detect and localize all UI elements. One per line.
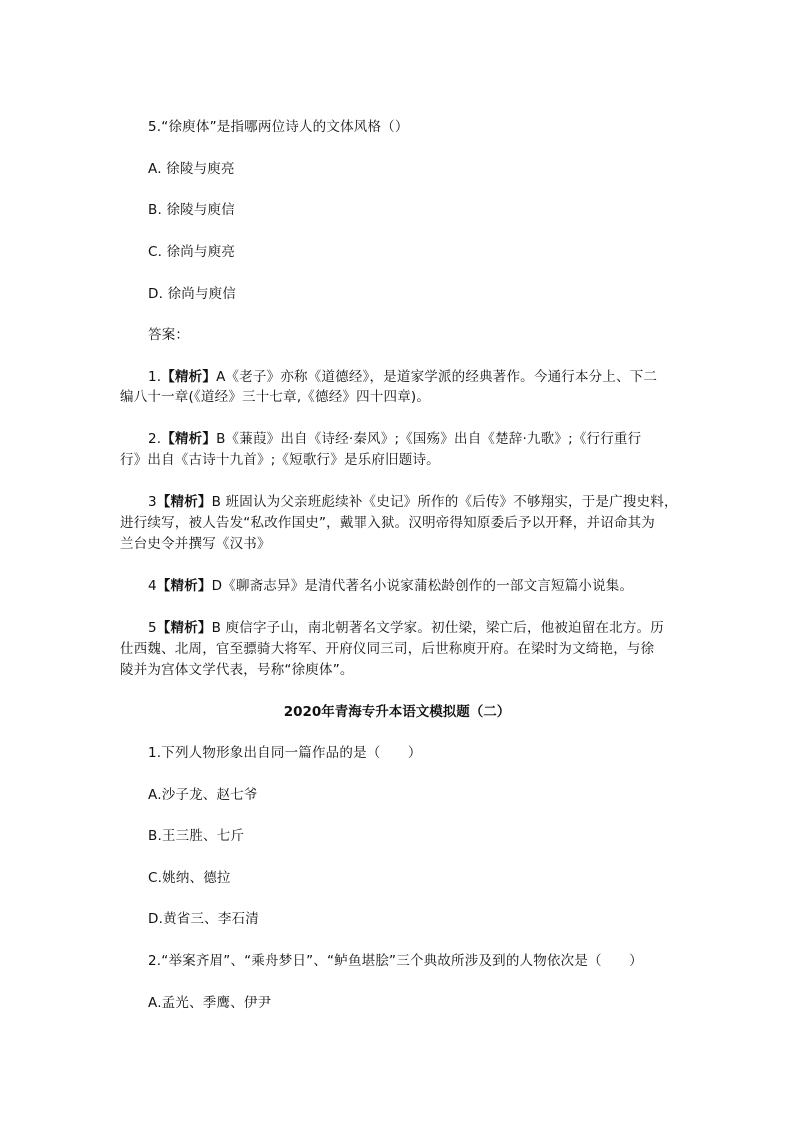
next-question-2-stem: 2.“举案齐眉”、“乘舟梦日”、“鲈鱼堪脍”三个典故所涉及到的人物依次是（ ） [148, 953, 643, 969]
answer-3-text: B 班固认为父亲班彪续补《史记》所作的《后传》不够翔实，于是广搜史料， [211, 494, 678, 510]
answer-1-text: A《老子》亦称《道德经》，是道家学派的经典著作。今通行本分上、下二 [216, 369, 658, 385]
next-question-1-option-c: C.姚纳、德拉 [148, 870, 231, 886]
answer-5-line-3: 陵并为宫体文学代表，号称“徐庾体”。 [120, 662, 354, 678]
section-title: 2020年青海专升本语文模拟题（二） [283, 704, 511, 720]
answer-4-text: D《聊斋志异》是清代著名小说家蒲松龄创作的一部文言短篇小说集。 [211, 578, 634, 594]
next-question-1-stem: 1.下列人物形象出自同一篇作品的是（ ） [148, 745, 422, 761]
next-question-2-option-a: A.孟光、季鹰、伊尹 [148, 995, 272, 1011]
question-5-option-c: C. 徐尚与庾亮 [148, 244, 236, 260]
question-5-option-a: A. 徐陵与庾亮 [148, 161, 235, 177]
answer-3-line-2: 进行续写，被人告发“私改作国史”，戴罪入狱。汉明帝得知原委后予以开释，并诏命其为 [120, 515, 655, 531]
question-5-stem: 5.“徐庾体”是指哪两位诗人的文体风格（） [148, 119, 409, 135]
answer-5-text: B 庾信字子山，南北朝著名文学家。初仕梁，梁亡后，他被迫留在北方。历 [211, 620, 664, 636]
answer-1-line-2: 编八十一章(《道经》三十七章,《德经》四十四章)。 [120, 389, 431, 405]
answer-3-tag: 【精析】 [156, 494, 212, 510]
next-question-1-option-b: B.王三胜、七斤 [148, 828, 245, 844]
answer-label: 答案： [148, 327, 190, 343]
answer-1-number: 1. [148, 369, 162, 385]
answer-2-line-1 [148, 430, 641, 448]
answer-5-tag: 【精析】 [156, 620, 212, 636]
answer-2-line-2: 行》出自《古诗十九首》;《短歌行》是乐府旧题诗。 [120, 452, 440, 468]
answer-2-number: 2. [148, 431, 162, 447]
answer-1-tag: 【精析】 [161, 369, 217, 385]
question-5-option-d: D. 徐尚与庾信 [148, 286, 237, 302]
answer-1-line-1 [148, 368, 657, 386]
next-question-1-option-d: D.黄省三、李石清 [148, 911, 259, 927]
answer-3-line-1 [148, 493, 678, 511]
answer-5-line-1 [148, 619, 664, 637]
answer-4-line-1 [148, 577, 633, 595]
answer-5-line-2: 仕西魏、北周，官至骠骑大将军、开府仪同三司，后世称庾开府。在梁时为文绮艳，与徐 [120, 641, 655, 657]
answer-2-text: B《蒹葭》出自《诗经·秦风》;《国殇》出自《楚辞·九歌》;《行行重行 [216, 431, 642, 447]
next-question-1-option-a: A.沙子龙、赵七爷 [148, 787, 258, 803]
answer-3-number: 3 [148, 494, 157, 510]
question-5-option-b: B. 徐陵与庾信 [148, 202, 235, 218]
answer-4-tag: 【精析】 [156, 578, 212, 594]
answer-2-tag: 【精析】 [161, 431, 217, 447]
answer-3-line-3: 兰台史令并撰写《汉书》 [120, 536, 271, 552]
answer-4-number: 4 [148, 578, 157, 594]
answer-5-number: 5 [148, 620, 157, 636]
